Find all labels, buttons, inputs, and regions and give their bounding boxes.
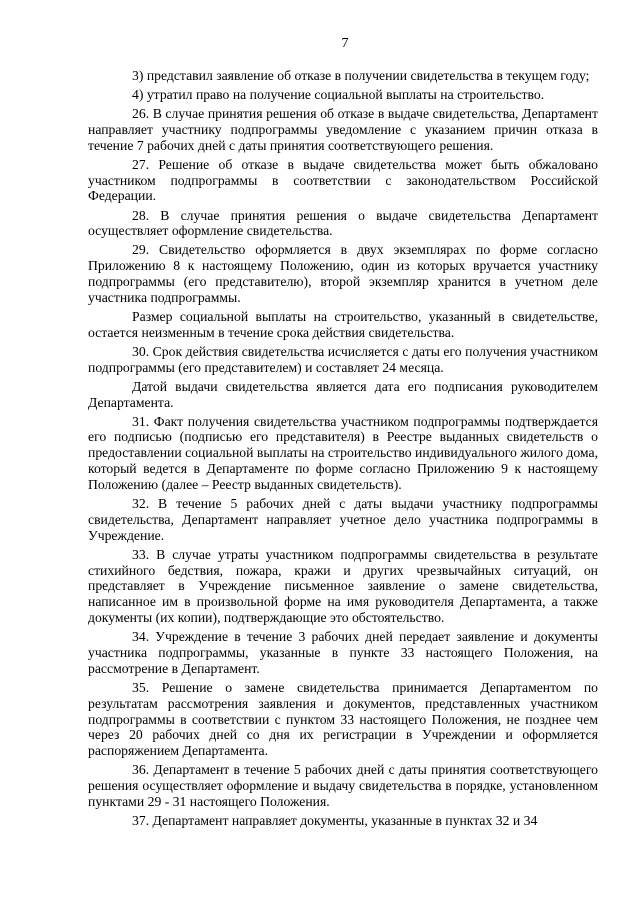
- paragraph-34: 34. Учреждение в течение 3 рабочих дней передает заявление и документы участника подпрограммы, указанные в пункте 33 настоящего Положения, на рассмотрение в Департамент.: [88, 629, 598, 676]
- paragraph-30-date: Датой выдачи свидетельства является дата его подписания руководителем Департамента.: [88, 378, 598, 410]
- paragraph-29: 29. Свидетельство оформляется в двух экземплярах по форме согласно Приложению 8 к настоящему Положению, один из которых вручается участнику подпрограммы (его представителю), второй экземпляр хранится в учетном деле участника подпрограммы.: [88, 242, 598, 305]
- paragraph-37: 37. Департамент направляет документы, указанные в пунктах 32 и 34: [132, 812, 538, 828]
- paragraph-31: 31. Факт получения свидетельства участником подпрограммы подтверждается его подписью (подписью его представителя) в Реестре выданных свидетельств о предоставлении социальной выплаты на строительство индивидуального жилого дома, который ведется в Департаменте по форме согласно Приложению 9 к настоящему Положению (далее – Реестр выданных свидетельств).: [88, 413, 598, 492]
- paragraph-29-size: Размер социальной выплаты на строительство, указанный в свидетельстве, остается неизменным в течение срока действия свидетельства.: [88, 308, 598, 340]
- paragraph-35: 35. Решение о замене свидетельства принимается Департаментом по результатам рассмотрения заявления и документов, представленных участником подпрограммы в соответствии с пунктом 33 настоящего Положения, не позднее чем через 20 рабочих дней со дня их регистрации в Учреждении и оформляется распоряжением Департамента.: [88, 679, 598, 759]
- paragraph-36: 36. Департамент в течение 5 рабочих дней с даты принятия соответствующего решения осуществляет оформление и выдачу свидетельства в порядке, установленном пунктами 29 - 31 настоящего Положения.: [88, 762, 598, 809]
- paragraph-28: 28. В случае принятия решения о выдаче свидетельства Департамент осуществляет оформление свидетельства.: [88, 207, 598, 239]
- paragraph-item-3: 3) представил заявление об отказе в получении свидетельства в текущем году;: [132, 68, 590, 83]
- paragraph-26: 26. В случае принятия решения об отказе в выдаче свидетельства, Департамент направляет участнику подпрограммы уведомление с указанием причин отказа в течение 7 рабочих дней с даты принятия соответствующего решения.: [88, 106, 598, 153]
- paragraph-item-4: 4) утратил право на получение социальной выплаты на строительство.: [132, 87, 545, 103]
- page-number: 7: [341, 36, 349, 51]
- paragraph-33: 33. В случае утраты участником подпрограммы свидетельства в результате стихийного бедствия, пожара, кражи и других чрезвычайных ситуаций, он представляет в Учреждение письменное заявление о замене свидетельства, написанное им в произвольной форме на имя руководителя Департамента, а также документы (их копии), подтверждающие это обстоятельство.: [88, 546, 598, 626]
- paragraph-32: 32. В течение 5 рабочих дней с даты выдачи участнику подпрограммы свидетельства, Департамент направляет учетное дело участника подпрограммы в Учреждение.: [88, 495, 598, 543]
- paragraph-27: 27. Решение об отказе в выдаче свидетельства может быть обжаловано участником подпрограммы в соответствии с законодательством Российской Федерации.: [88, 156, 598, 204]
- paragraph-30: 30. Срок действия свидетельства исчисляется с даты его получения участником подпрограммы (его представителем) и составляет 24 месяца.: [88, 343, 598, 375]
